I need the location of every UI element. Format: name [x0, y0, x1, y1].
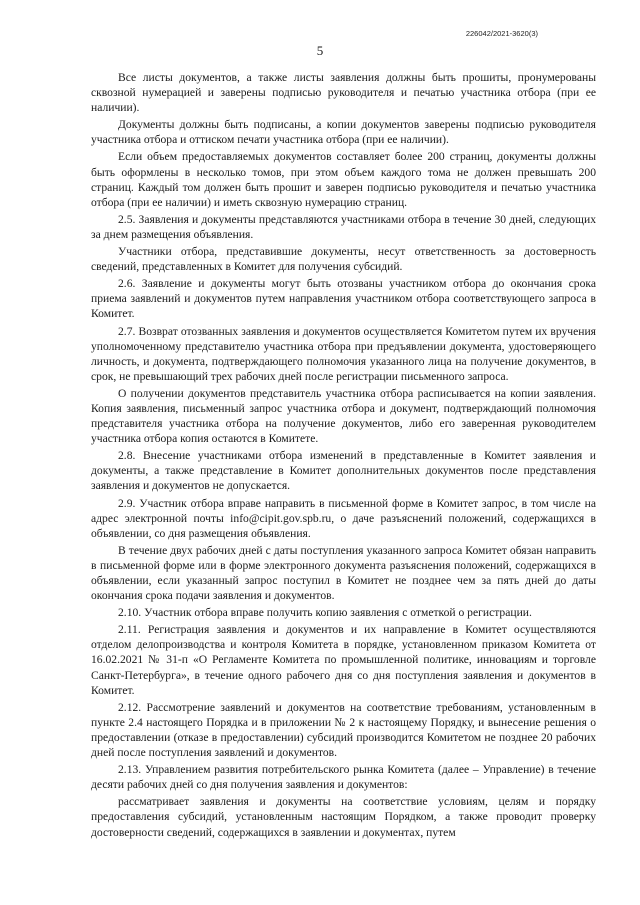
- document-body: [91, 70, 596, 840]
- paragraph-2-13: 2.13. Управлением развития потребительского рынка Комитета (далее – Управление) в течение десяти рабочих дней со дня получения заявления и документов:: [91, 763, 596, 792]
- paragraph-2-6: 2.6. Заявление и документы могут быть отозваны участником отбора до окончания срока приема заявлений и документов путем направления участником отбора соответствующего запроса в Комитет.: [91, 277, 596, 321]
- paragraph-2-12: 2.12. Рассмотрение заявлений и документов на соответствие требованиям, установленным в пункте 2.4 настоящего Порядка и в приложении № 2 к настоящему Порядку, и вынесение решения о предоставлении (отказе в предоставлении) субсидий производится Комитетом не позднее 20 рабочих дней после поступления заявлений и документов.: [91, 700, 596, 760]
- paragraph-sheets-stitching: Все листы документов, а также листы заявления должны быть прошиты, пронумерованы сквозной нумерацией и заверены подписью руководителя и печатью участника отбора (при ее наличии).: [91, 71, 596, 115]
- paragraph-documents-signed: Документы должны быть подписаны, а копии документов заверены подписью руководителя участника отбора и оттиском печати участника отбора (при ее наличии).: [91, 118, 596, 147]
- paragraph-responsibility: Участники отбора, представившие документы, несут ответственность за достоверность сведений, представленных в Комитет для получения субсидий.: [91, 245, 596, 274]
- page-number: 5: [316, 43, 324, 58]
- paragraph-2-8: 2.8. Внесение участниками отбора изменений в представленные в Комитет заявления и документы, а также представление в Комитет дополнительных документов после представления заявления и документов не допускается.: [91, 449, 596, 493]
- paragraph-clarification-deadline: В течение двух рабочих дней с даты поступления указанного запроса Комитет обязан направить в письменной форме или в форме электронного документа разъяснения положений, содержащихся в объявлении, если указанный запрос поступил в Комитет не позднее чем за пять дней до даты окончания срока подачи заявления и документов.: [91, 543, 596, 603]
- paragraph-volume-limit: Если объем предоставляемых документов составляет более 200 страниц, документы должны быть оформлены в несколько томов, при этом объем каждого тома не должен превышать 200 страниц. Каждый том должен быть прошит и заверен подписью руководителя и печатью участника отбора (при ее наличии) и иметь сквозную нумерацию страниц.: [91, 150, 596, 209]
- paragraph-receipt-of-documents: О получении документов представитель участника отбора расписывается на копии заявления. Копия заявления, письменный запрос участника отбора и документ, подтверждающий полномочия представителя участника отбора на получение документов, либо его заверенная руководителем участника отбора копия остаются в Комитете.: [91, 386, 596, 446]
- paragraph-2-7: 2.7. Возврат отозванных заявления и документов осуществляется Комитетом путем их вручения уполномоченному представителю участника отбора при предъявлении документа, удостоверяющего личность, и документа, подтверждающего полномочия указанного лица на получение документов, в срок, не превышающий трех рабочих дней после регистрации письменного запроса.: [91, 324, 596, 383]
- paragraph-2-5: 2.5. Заявления и документы представляются участниками отбора в течение 30 дней, следующих за днем размещения объявления.: [91, 212, 596, 241]
- paragraph-2-11: 2.11. Регистрация заявления и документов и их направление в Комитет осуществляются отделом делопроизводства и контроля Комитета в порядке, установленном приказом Комитета от 16.02.2021 № 31-п «О Регламенте Комитета по промышленной политике, инновациям и торговле Санкт-Петербурга», в течение одного рабочего дня со дня поступления заявления и документов в Комитет.: [91, 623, 596, 697]
- document-registration-number: 226042/2021-3620(3): [465, 29, 538, 38]
- paragraph-2-10: 2.10. Участник отбора вправе получить копию заявления с отметкой о регистрации.: [118, 606, 532, 620]
- paragraph-2-9: 2.9. Участник отбора вправе направить в письменной форме в Комитет запрос, в том числе на адрес электронной почты info@cipit.gov.spb.ru, о даче разъяснений положений, содержащихся в объявлении, со дня размещения объявления.: [91, 496, 596, 540]
- paragraph-review-documents: рассматривает заявления и документы на соответствие условиям, целям и порядку предоставления субсидий, установленным настоящим Порядком, а также проводит проверку достоверности сведений, содержащихся в заявлении и документах, путем: [91, 795, 596, 839]
